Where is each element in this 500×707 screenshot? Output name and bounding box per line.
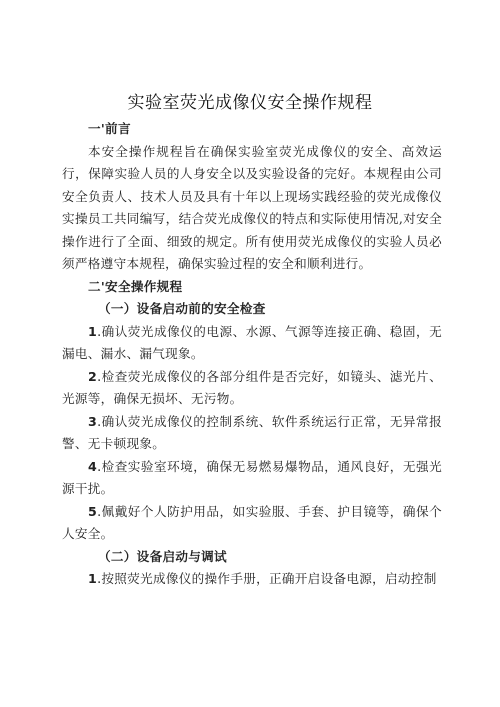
list-item-number: 2 <box>88 368 98 384</box>
list-item-number: 4 <box>88 458 98 474</box>
list-item-number: 1 <box>88 571 98 586</box>
list-item-number: 1 <box>88 323 98 339</box>
list-item-number: 5 <box>88 503 98 519</box>
list-item <box>62 456 442 501</box>
list-item <box>62 568 442 591</box>
list-item-text: .按照荧光成像仪的操作手册，正确开启设备电源，启动控制 <box>97 571 437 586</box>
section-heading-preface: 一'前言 <box>88 121 131 136</box>
section-heading-procedures: 二'安全操作规程 <box>88 278 183 294</box>
list-item <box>62 321 442 366</box>
preface-paragraph: 本安全操作规程旨在确保实验室荧光成像仪的安全、高效运行，保障实验人员的人身安全以及实验设备的完好。本规程由公司安全负责人、技术人员及具有十年以上现场实践经验的荧光成像仪实操员工共同编写，结合荧光成像仪的特点和实际使用情况,对安全操作进行了全面、细致的规定。所有使用荧光成像仪的实验人员必须严格遵守本规程，确保实验过程的安全和顺利进行。 <box>62 143 442 271</box>
list-item <box>62 366 442 411</box>
list-item-text: .检查荧光成像仪的各部分组件是否完好，如镜头、滤光片、光源等，确保无损坏、无污物。 <box>62 368 442 406</box>
list-item <box>62 411 442 456</box>
subsection-heading-startup-debug: （二）设备启动与调试 <box>98 548 227 564</box>
document-body <box>62 118 442 591</box>
list-item-text: .确认荧光成像仪的控制系统、软件系统运行正常，无异常报警、无卡顿现象。 <box>62 413 442 451</box>
list-item <box>62 501 442 546</box>
list-item-text: .检查实验室环境，确保无易燃易爆物品，通风良好，无强光源干扰。 <box>62 458 442 496</box>
list-item-text: .确认荧光成像仪的电源、水源、气源等连接正确、稳固，无漏电、漏水、漏气现象。 <box>62 323 442 361</box>
list-item-number: 3 <box>88 413 98 429</box>
subsection-heading-pre-start-check: （一）设备启动前的安全检查 <box>98 301 266 316</box>
list-item-text: .佩戴好个人防护用品，如实验服、手套、护目镜等，确保个人安全。 <box>62 503 442 541</box>
document-title: 实验室荧光成像仪安全操作规程 <box>127 93 373 113</box>
